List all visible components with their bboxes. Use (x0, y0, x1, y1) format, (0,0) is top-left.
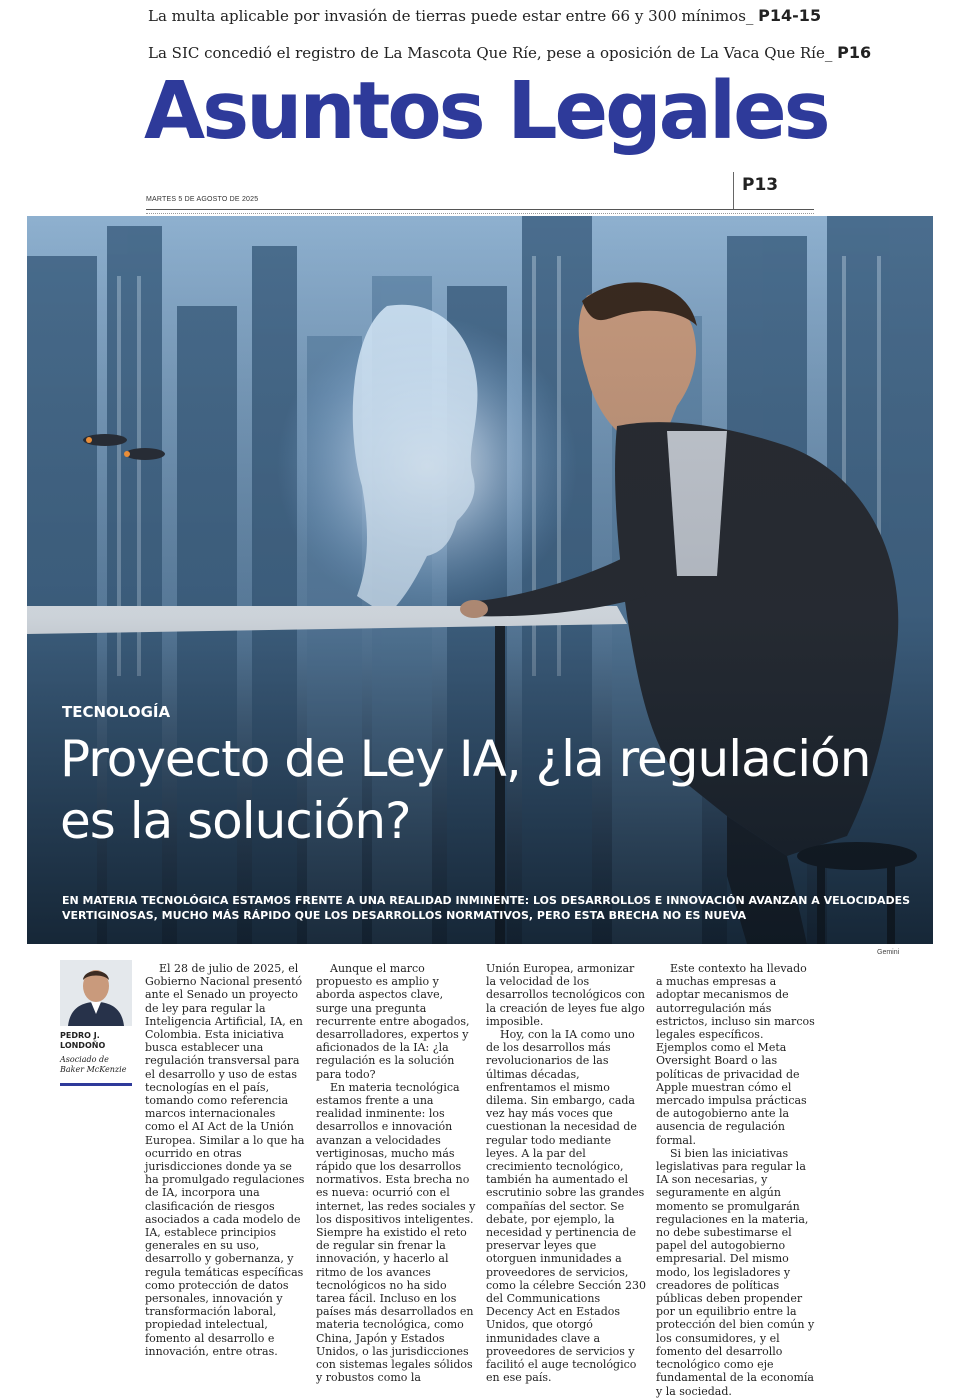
paragraph: En materia tecnológica estamos frente a una realidad inminente: los desarrollos e innovación avanzan a velocidades vertiginosas, mucho más rápido que los desarrollos normativos. Esta brecha no es nueva: ocurrió con el internet, las redes sociales y los dispositivos inteligentes. Siempre ha existido el reto de regular sin frenar la innovación, y hacerlo al ritmo de los avances tecnológicos no ha sido tarea fácil. Incluso en los países más desarrollados en materia tecnológica, como China, Japón y Estados Unidos, o las jurisdicciones con sistemas legales sólidos y robustos como la (316, 1080, 476, 1385)
page-number: P13 (742, 175, 779, 195)
article-kicker: TECNOLOGÍA (62, 703, 171, 721)
body-column-3 (486, 962, 646, 1385)
teaser-2-text: La SIC concedió el registro de La Mascota Que Ríe, pese a oposición de La Vaca Que Ríe_ (148, 44, 838, 62)
article-deck: EN MATERIA TECNOLÓGICA ESTAMOS FRENTE A UNA REALIDAD INMINENTE: LOS DESARROLLOS E INNOVACIÓN AVANZAN A VELOCIDADES VERTIGINOSAS, MUCHO MÁS RÁPIDO QUE LOS DESARROLLOS NORMATIVOS, PERO ESTA BRECHA NO ES NUEVA (62, 894, 911, 922)
author-photo-icon (60, 960, 132, 1026)
paragraph: Hoy, con la IA como uno de los desarrollos más revolucionarios de las últimas décadas, enfrentamos el mismo dilema. Sin embargo, cada vez hay más voces que cuestionan la necesidad de regular todo mediante leyes. A la par del crecimiento tecnológico, también ha aumentado el escrutinio sobre las grandes compañías del sector. Se debate, por ejemplo, la necesidad y pertinencia de preservar leyes que otorguen inmunidades a proveedores de servicios, como la célebre Sección 230 del Communications Decency Act en Estados Unidos, que otorgó inmunidades clave a proveedores de servicios y facilitó el auge tecnológico en ese país. (486, 1028, 646, 1385)
article-headline[interactable]: Proyecto de Ley IA, ¿la regulación es la solución? (60, 730, 871, 850)
teaser-1-text: La multa aplicable por invasión de tierras puede estar entre 66 y 300 mínimos_ (148, 7, 759, 25)
teaser-1-page: P14-15 (758, 6, 822, 25)
header-rule (146, 209, 814, 214)
body-column-1 (145, 962, 305, 1358)
teaser-2-page: P16 (837, 43, 872, 62)
paragraph: Este contexto ha llevado a muchas empresas a adoptar mecanismos de autorregulación más estrictos, incluso sin marcos legales específicos. Ejemplos como el Meta Oversight Board o las políticas de privacidad de Apple muestran cómo el mercado impulsa prácticas de autogobierno ante la ausencia de regulación formal. (656, 962, 815, 1147)
masthead: Asuntos Legales (144, 65, 828, 157)
author-role: Asociado de Baker McKenzie (60, 1055, 127, 1074)
paragraph: El 28 de julio de 2025, el Gobierno Nacional presentó ante el Senado un proyecto de ley para regular la Inteligencia Artificial, IA, en Colombia. Esta iniciativa busca establecer una regulación transversal para el desarrollo y uso de estas tecnologías en el país, tomando como referencia marcos internacionales como el AI Act de la Unión Europea. Similar a lo que ha ocurrido en otras jurisdicciones donde ya se ha promulgado regulaciones de IA, incorpora una clasificación de riesgos asociados a cada modelo de IA, establece principios generales en su uso, desarrollo y gobernanza, y regula temáticas específicas como protección de datos personales, innovación y transformación laboral, propiedad intelectual, fomento al desarrollo e innovación, entre otras. (145, 962, 305, 1358)
hero-image (27, 216, 933, 944)
body-column-4 (656, 962, 816, 1398)
avatar (60, 960, 132, 1026)
paragraph: Si bien las iniciativas legislativas para regular la IA son necesarias, y seguramente en algún momento se promulgarán regulaciones en la materia, no debe subestimarse el papel del autogobierno empresarial. Del mismo modo, los legisladores y creadores de políticas públicas deben propender por un equilibrio entre la protección del bien común y los consumidores, y el fomento del desarrollo tecnológico como eje fundamental de la economía y la sociedad. (656, 1146, 815, 1398)
page-number-box (733, 172, 816, 210)
author-box (60, 960, 132, 1086)
teaser-1[interactable] (148, 6, 821, 25)
author-rule (60, 1083, 132, 1086)
dateline: MARTES 5 DE AGOSTO DE 2025 (146, 196, 259, 203)
paragraph: Unión Europea, armonizar la velocidad de los desarrollos tecnológicos con la creación de leyes fue algo imposible. (486, 962, 645, 1028)
teaser-2[interactable] (148, 43, 871, 62)
body-column-2 (316, 962, 476, 1385)
author-name: PEDRO J. LONDOÑO (60, 1031, 106, 1050)
photo-credit: Gemini (877, 949, 900, 956)
paragraph: Aunque el marco propuesto es amplio y aborda aspectos clave, surge una pregunta recurrente entre abogados, desarrolladores, expertos y aficionados de la IA: ¿la regulación es la solución para todo? (316, 962, 470, 1081)
